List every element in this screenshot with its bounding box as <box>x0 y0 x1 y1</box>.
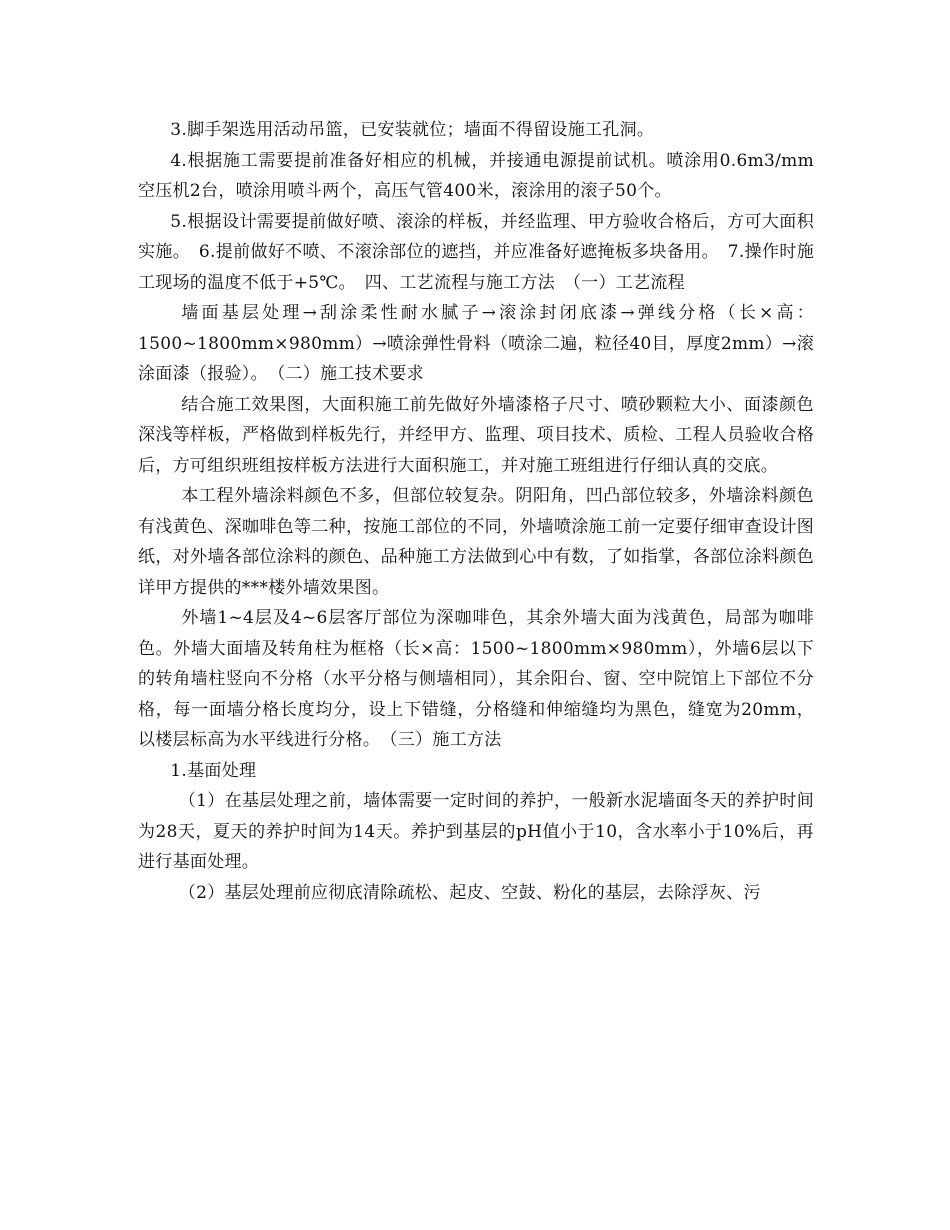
paragraph-technical-requirements: 结合施工效果图，大面积施工前先做好外墙漆格子尺寸、喷砂颗粒大小、面漆颜色深浅等样板，严格做到样板先行，并经甲方、监理、项目技术、质检、工程人员验收合格后，方可组织班组按样板方法进行大面积施工，并对施工班组进行仔细认真的交底。 <box>138 394 814 476</box>
paragraph-machinery: 4.根据施工需要提前准备好相应的机械，并接通电源提前试机。喷涂用0.6m3/mm空压机2台，喷涂用喷斗两个，高压气管400米，滚涂用的滚子50个。 <box>138 150 814 201</box>
paragraph-curing: （1）在基层处理之前，墙体需要一定时间的养护，一般新水泥墙面冬天的养护时间为28天，夏天的养护时间为14天。养护到基层的pH值小于10，含水率小于10%后，再进行基面处理。 <box>138 791 814 872</box>
paragraph-colors: 本工程外墙涂料颜色不多，但部位较复杂。阴阳角，凹凸部位较多，外墙涂料颜色有浅黄色、深咖啡色等二种，按施工部位的不同，外墙喷涂施工前一定要仔细审查设计图纸，对外墙各部位涂料的颜色、品种施工方法做到心中有数，了如指掌，各部位涂料颜色详甲方提供的***楼外墙效果图。 <box>138 486 814 598</box>
paragraph-process-flow: 墙面基层处理→刮涂柔性耐水腻子→滚涂封闭底漆→弹线分格（长×高：1500~1800mm×980mm）→喷涂弹性骨料（喷涂二遍，粒径40目，厚度2mm）→滚涂面漆（报验）。 （二）施工技术要求 <box>138 303 814 384</box>
document-page <box>138 115 814 908</box>
heading-base-treatment: 1.基面处理 <box>170 760 257 781</box>
paragraph-samples: 5.根据设计需要提前做好喷、滚涂的样板，并经监理、甲方验收合格后，方可大面积实施。 6.提前做好不喷、不滚涂部位的遮挡，并应准备好遮掩板多块备用。 7.操作时施工现场的温度不低于+5℃。 四、工艺流程与施工方法 （一）工艺流程 <box>138 211 814 293</box>
paragraph-scaffolding: 3.脚手架选用活动吊篮，已安装就位；墙面不得留设施工孔洞。 <box>170 120 655 140</box>
paragraph-grid-division: 外墙1~4层及4~6层客厅部位为深咖啡色，其余外墙大面为浅黄色，局部为咖啡色。外墙大面墙及转角柱为框格（长×高：1500~1800mm×980mm），外墙6层以下的转角墙柱竖向不分格（水平分格与侧墙相同），其余阳台、窗、空中院馆上下部位不分格，每一面墙分格长度均分，设上下错缝，分格缝和伸缩缝均为黑色，缝宽为20mm，以楼层标高为水平线进行分格。 （三）施工方法 <box>138 608 814 750</box>
paragraph-cleaning: （2）基层处理前应彻底清除疏松、起皮、空鼓、粉化的基层，去除浮灰、污 <box>178 882 761 903</box>
